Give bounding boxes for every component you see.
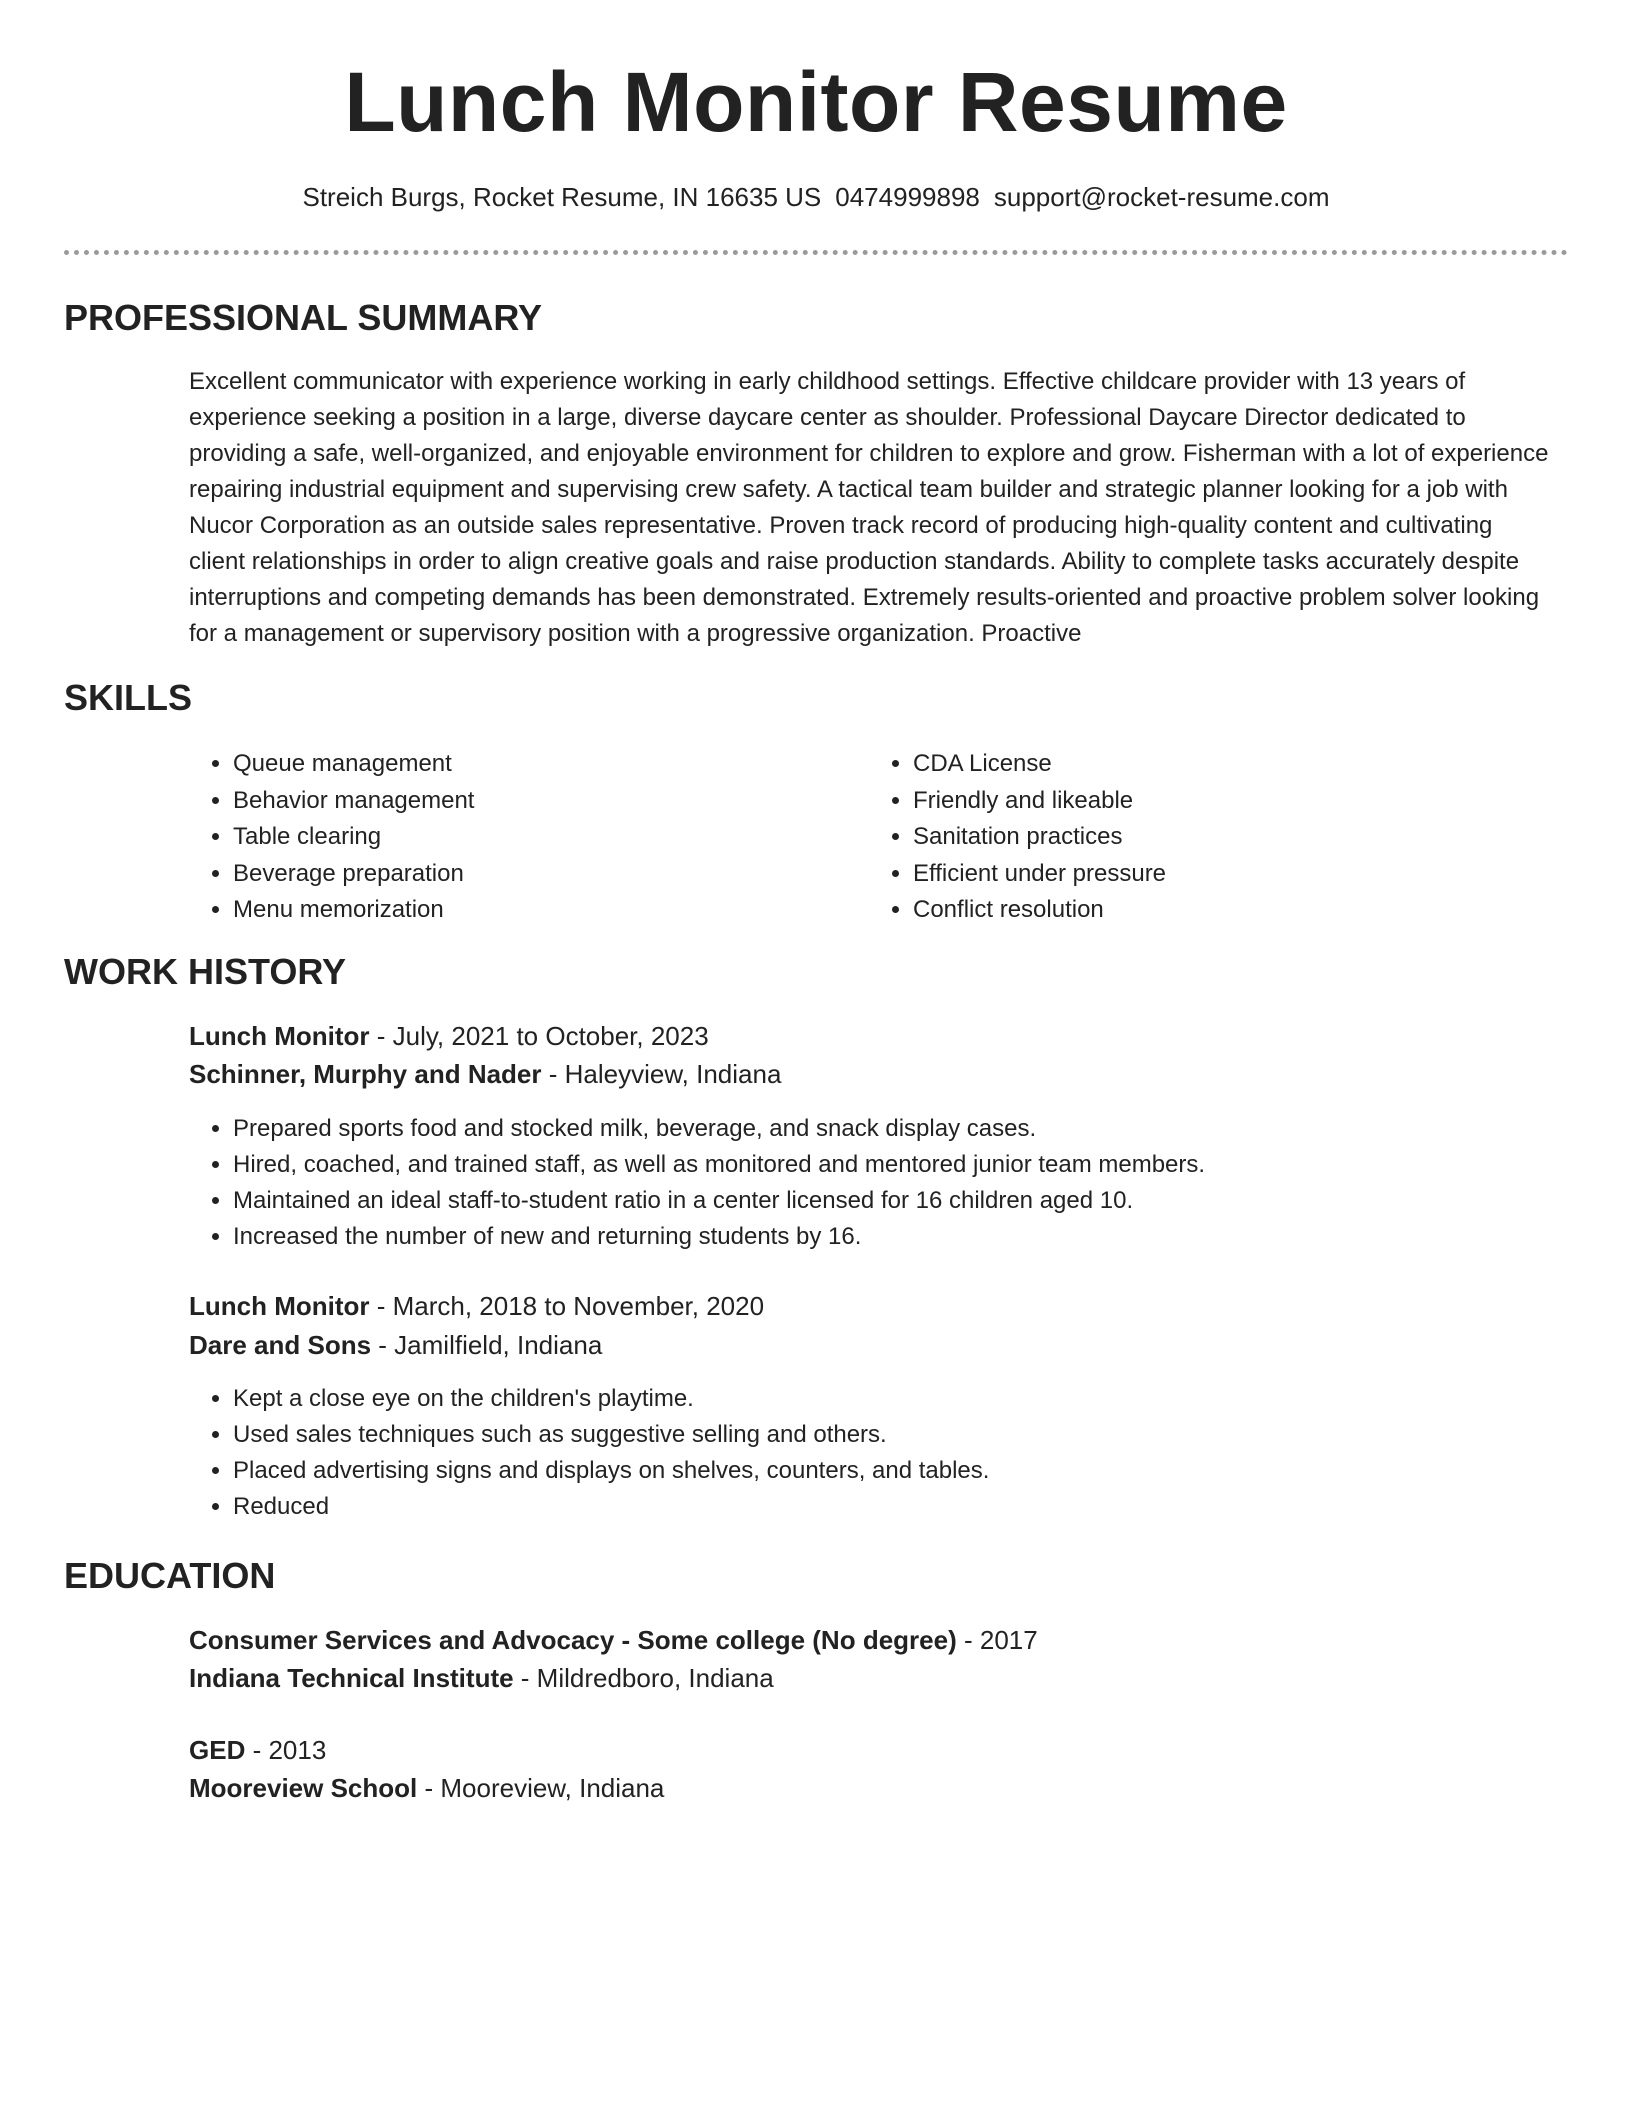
education-school-line bbox=[189, 1769, 664, 1807]
job-location: - Haleyview, Indiana bbox=[541, 1059, 782, 1089]
education-degree-line bbox=[189, 1731, 326, 1769]
skill-item: • Efficient under pressure bbox=[913, 856, 1549, 893]
skill-item: • Behavior management bbox=[233, 783, 869, 820]
job-bullet: • Prepared sports food and stocked milk, beverage, and snack display cases. bbox=[233, 1111, 1549, 1147]
resume-title: Lunch Monitor Resume bbox=[344, 55, 1288, 149]
education-degree: GED bbox=[189, 1735, 246, 1765]
job-bullets bbox=[189, 1111, 1549, 1255]
work-heading: WORK HISTORY bbox=[64, 951, 347, 992]
job-bullets bbox=[189, 1381, 1549, 1525]
contact-address: Streich Burgs, Rocket Resume, IN 16635 US bbox=[302, 182, 822, 212]
skill-item: • Friendly and likeable bbox=[913, 783, 1549, 820]
job-title: Lunch Monitor bbox=[189, 1021, 370, 1051]
skills-column-right bbox=[869, 746, 1549, 929]
contact-line bbox=[0, 180, 1632, 214]
education-year: - 2017 bbox=[956, 1625, 1038, 1655]
skills-column-left bbox=[189, 746, 869, 929]
job-company: Dare and Sons bbox=[189, 1330, 372, 1360]
summary-text: Excellent communicator with experience working in early childhood settings. Effective childcare provider with 13 years of experience seeking a position in a large, diverse daycare center as shoulder. Professional Daycare Director dedicated to providing a safe, well-organized, and enjoyable environment for children to explore and grow. Fisherman with a lot of experience repairing industrial equipment and supervising crew safety. A tactical team builder and strategic planner looking for a job with Nucor Corporation as an outside sales representative. Proven track record of producing high-quality content and cultivating client relationships in order to align creative goals and raise production standards. Ability to complete tasks accurately despite interruptions and competing demands has been demonstrated. Extremely results-oriented and proactive problem solver looking for a management or supervisory position with a progressive organization. Proactive bbox=[189, 368, 1549, 647]
job-title-line bbox=[189, 1017, 709, 1055]
contact-phone: 0474999898 bbox=[835, 182, 980, 212]
skill-item: • Table clearing bbox=[233, 819, 869, 856]
education-school-line bbox=[189, 1659, 774, 1697]
skill-item: • Sanitation practices bbox=[913, 819, 1549, 856]
skills-list bbox=[189, 746, 1549, 929]
education-year: - 2013 bbox=[245, 1735, 327, 1765]
skill-item: • CDA License bbox=[913, 746, 1549, 783]
job-dates: - March, 2018 to November, 2020 bbox=[369, 1291, 765, 1321]
job-bullet: • Used sales techniques such as suggestive selling and others. bbox=[233, 1417, 1549, 1453]
job-dates: - July, 2021 to October, 2023 bbox=[369, 1021, 709, 1051]
job-bullet: • Maintained an ideal staff-to-student ratio in a center licensed for 16 children aged 10. bbox=[233, 1183, 1549, 1219]
skills-heading: SKILLS bbox=[64, 677, 193, 718]
job-bullet: • Increased the number of new and returning students by 16. bbox=[233, 1219, 1549, 1255]
education-location: - Mooreview, Indiana bbox=[417, 1773, 665, 1803]
job-bullet: • Placed advertising signs and displays on shelves, counters, and tables. bbox=[233, 1453, 1549, 1489]
skill-item: • Beverage preparation bbox=[233, 856, 869, 893]
skill-item: • Conflict resolution bbox=[913, 892, 1549, 929]
education-school: Indiana Technical Institute bbox=[189, 1663, 514, 1693]
job-bullet: • Reduced bbox=[233, 1489, 1549, 1525]
job-company: Schinner, Murphy and Nader bbox=[189, 1059, 542, 1089]
summary-heading: PROFESSIONAL SUMMARY bbox=[64, 297, 543, 338]
job-bullet: • Hired, coached, and trained staff, as well as monitored and mentored junior team members. bbox=[233, 1147, 1549, 1183]
education-degree-line bbox=[189, 1621, 1038, 1659]
education-heading: EDUCATION bbox=[64, 1555, 276, 1596]
education-school: Mooreview School bbox=[189, 1773, 418, 1803]
job-company-line bbox=[189, 1055, 781, 1093]
education-location: - Mildredboro, Indiana bbox=[513, 1663, 774, 1693]
job-company-line bbox=[189, 1326, 602, 1364]
job-location: - Jamilfield, Indiana bbox=[371, 1330, 603, 1360]
contact-email: support@rocket-resume.com bbox=[993, 182, 1330, 212]
skill-item: • Queue management bbox=[233, 746, 869, 783]
header-divider bbox=[64, 250, 1568, 255]
job-title-line bbox=[189, 1287, 764, 1325]
job-bullet: • Kept a close eye on the children's playtime. bbox=[233, 1381, 1549, 1417]
education-degree: Consumer Services and Advocacy - Some college (No degree) bbox=[189, 1625, 957, 1655]
skill-item: • Menu memorization bbox=[233, 892, 869, 929]
job-title: Lunch Monitor bbox=[189, 1291, 370, 1321]
